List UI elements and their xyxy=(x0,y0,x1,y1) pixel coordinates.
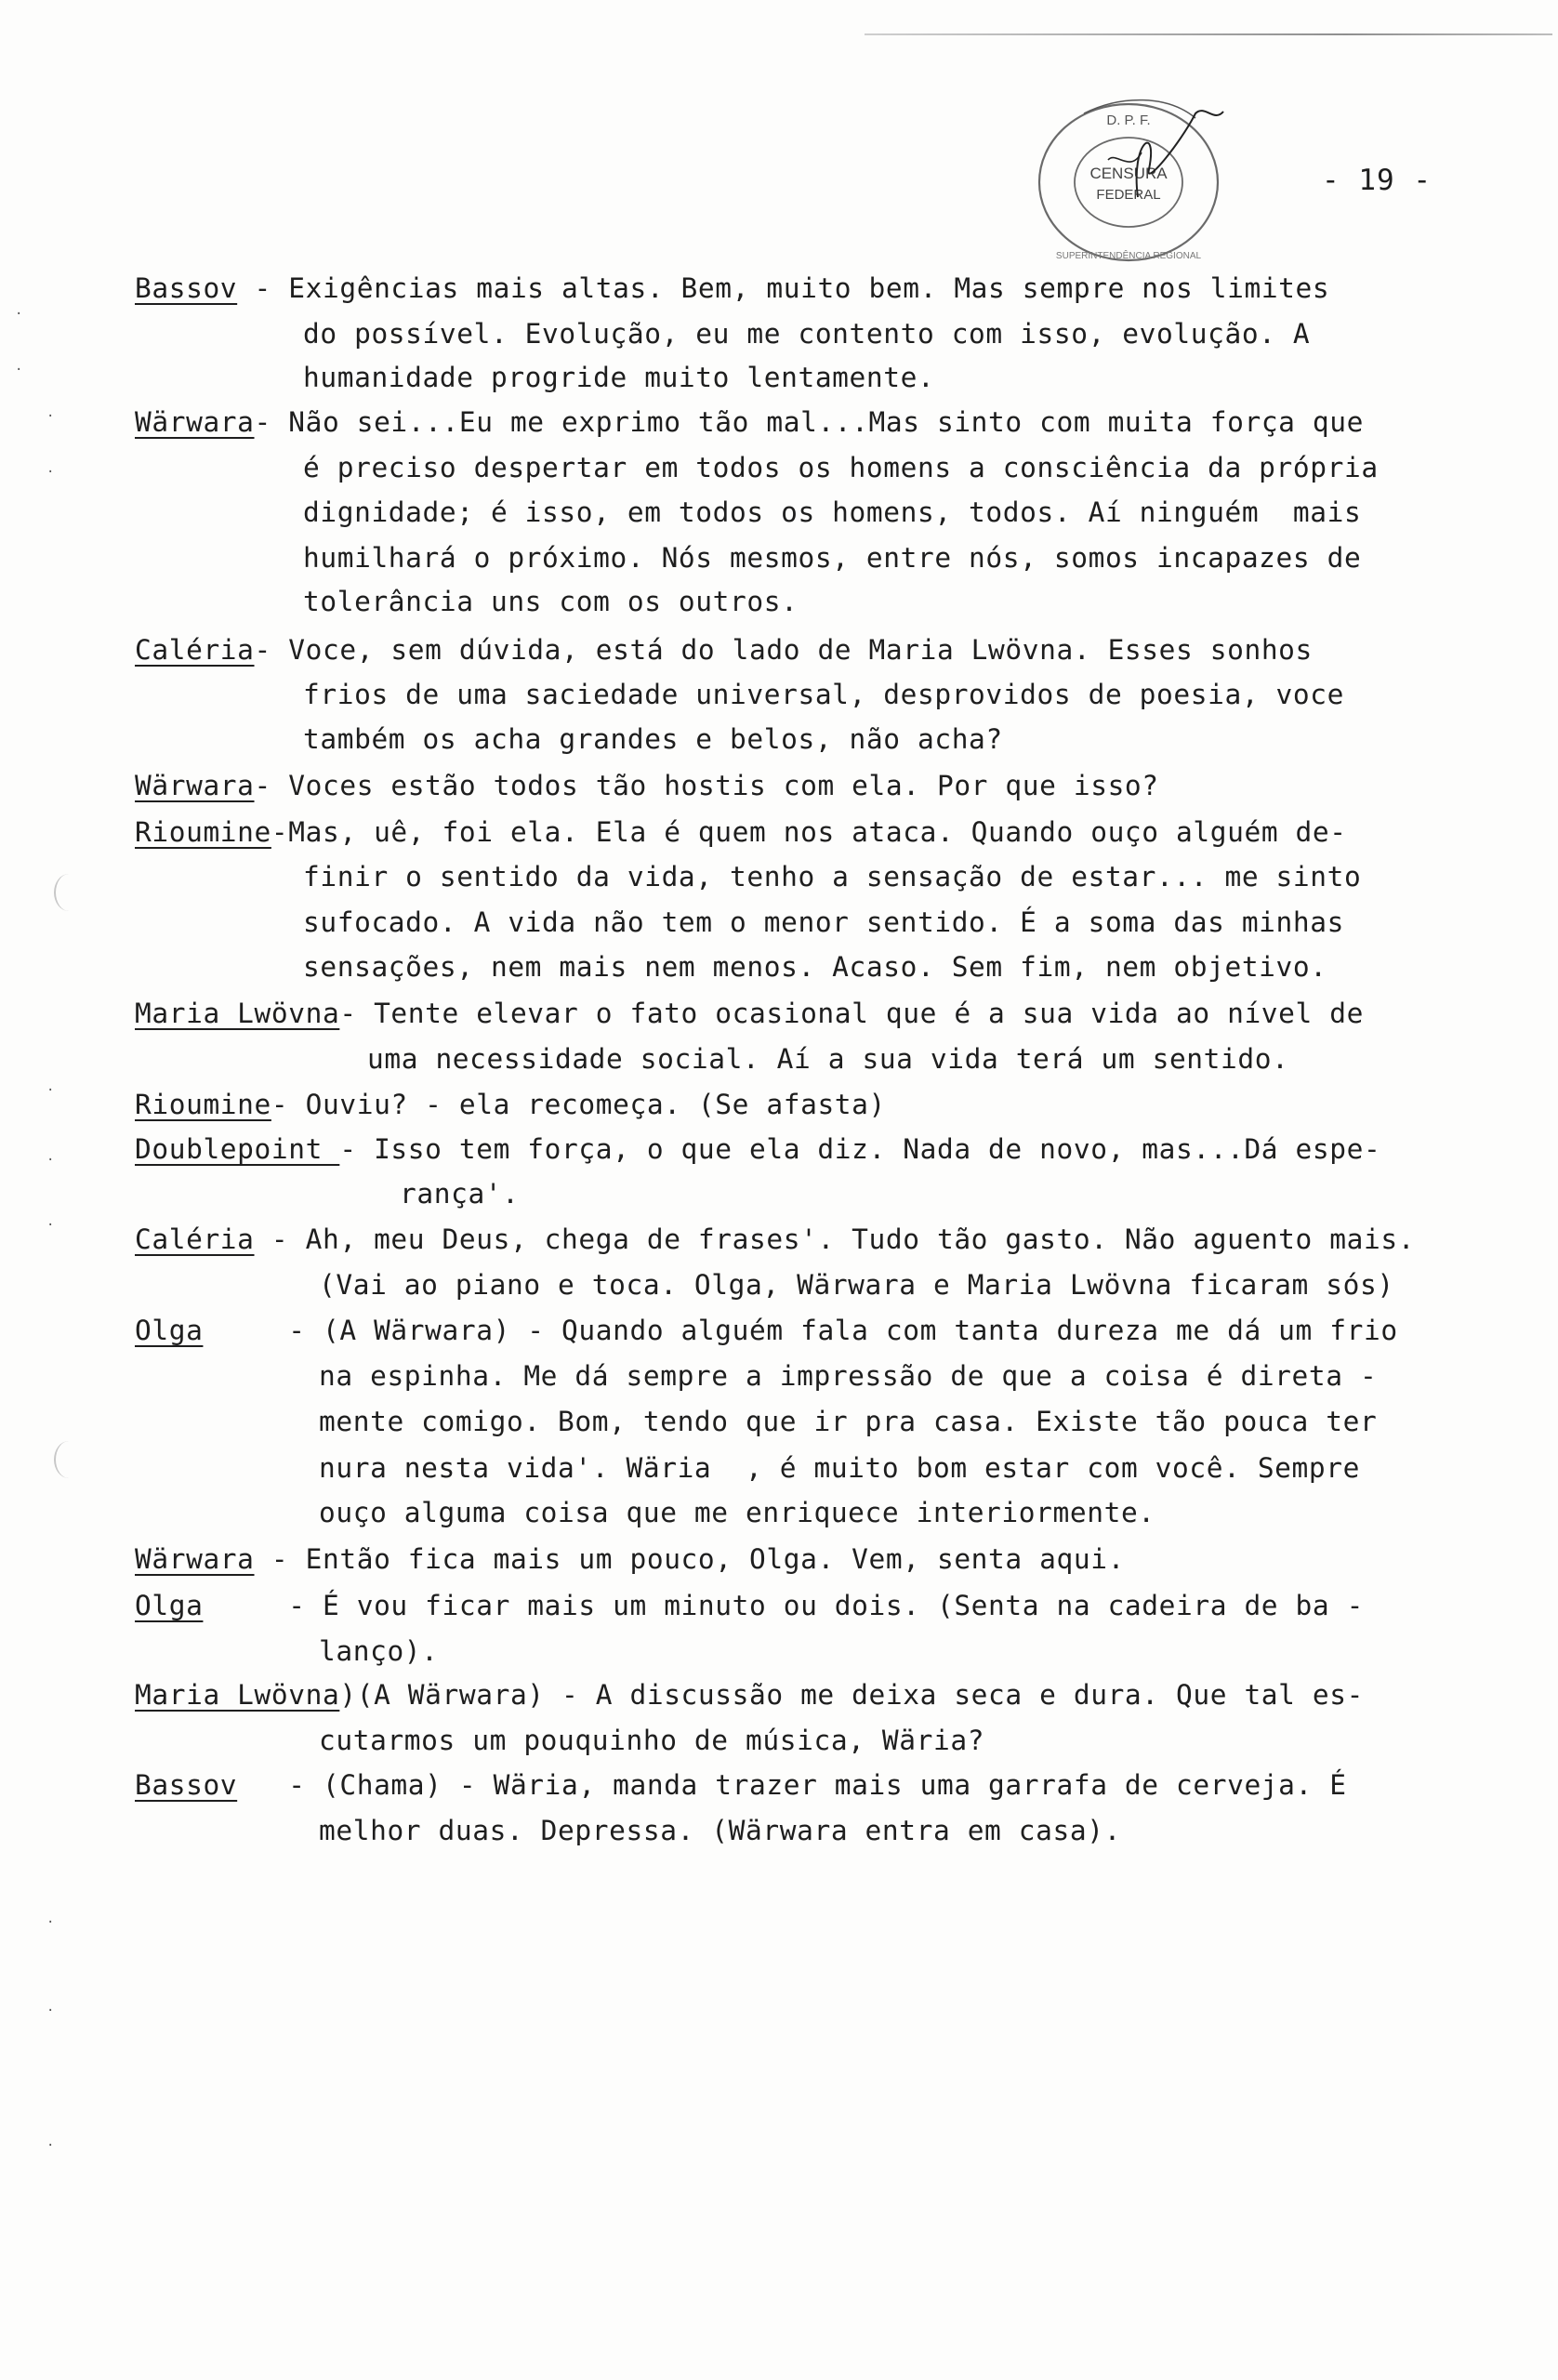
speech-text: do possível. Evolução, eu me contento com isso, evolução. A xyxy=(303,318,1311,350)
stamp-center-bottom: FEDERAL xyxy=(1096,187,1161,203)
speech-text: sufocado. A vida não tem o menor sentido. É a soma das minhas xyxy=(303,906,1344,938)
margin-speck: · xyxy=(46,1218,55,1233)
speaker-name: Wärwara xyxy=(135,1543,255,1575)
script-line xyxy=(135,813,1347,851)
page-number: - 19 - xyxy=(1322,164,1432,197)
speaker-separator: - xyxy=(203,1315,323,1346)
speech-text: Mas, uê, foi ela. Ela é quem nos ataca. Quando ouço alguém de- xyxy=(288,816,1347,848)
speech-text: Exigências mais altas. Bem, muito bem. Mas sempre nos limites xyxy=(288,272,1330,304)
speech-text: ouço alguma coisa que me enriquece interiormente. xyxy=(319,1497,1155,1528)
speaker-name: Caléria xyxy=(135,1223,255,1255)
script-line xyxy=(135,1086,886,1123)
speech-text: Ah, meu Deus, chega de frases'. Tudo tão gasto. Não aguento mais. xyxy=(305,1223,1416,1255)
script-line xyxy=(303,359,934,396)
script-line xyxy=(135,1221,1415,1258)
script-line xyxy=(135,995,1364,1032)
script-line xyxy=(303,721,1003,758)
speaker-separator: - xyxy=(339,998,375,1029)
margin-speck: · xyxy=(46,2138,55,2153)
speech-text: Voce, sem dúvida, está do lado de Maria Lwövna. Esses sonhos xyxy=(288,634,1313,666)
script-line xyxy=(303,449,1379,486)
speaker-separator: - xyxy=(254,770,289,801)
speech-text: É vou ficar mais um minuto ou dois. (Senta na cadeira de ba - xyxy=(322,1590,1364,1621)
speech-text: dignidade; é isso, em todos os homens, todos. Aí ninguém mais xyxy=(303,496,1362,528)
script-line xyxy=(367,1040,1288,1078)
script-line xyxy=(303,315,1310,352)
speech-text: Tente elevar o fato ocasional que é a sua vida ao nível de xyxy=(374,998,1364,1029)
speaker-name: Caléria xyxy=(135,634,255,666)
stamp-top-letters: D. P. F. xyxy=(1106,112,1151,128)
speech-text: humilhará o próximo. Nós mesmos, entre nós, somos incapazes de xyxy=(303,542,1362,574)
speech-text: uma necessidade social. Aí a sua vida terá um sentido. xyxy=(367,1043,1289,1075)
speech-text: Então fica mais um pouco, Olga. Vem, senta aqui. xyxy=(305,1543,1125,1575)
script-line xyxy=(319,1357,1377,1395)
speaker-name: Olga xyxy=(135,1590,204,1621)
script-line xyxy=(135,1312,1398,1349)
margin-speck: · xyxy=(46,1083,55,1098)
script-line xyxy=(135,1587,1364,1624)
speaker-separator: - xyxy=(271,816,289,848)
speaker-separator: - xyxy=(237,1769,323,1801)
script-line xyxy=(135,1676,1364,1713)
speaker-separator: - xyxy=(237,272,289,304)
margin-speck: · xyxy=(46,2003,55,2018)
margin-speck: · xyxy=(46,1153,55,1168)
speech-text: (A Wärwara) - Quando alguém fala com tanta dureza me dá um frio xyxy=(322,1315,1398,1346)
speaker-name: Wärwara xyxy=(135,406,255,438)
script-line xyxy=(303,539,1361,576)
script-line xyxy=(135,767,1159,804)
binding-hole-mark xyxy=(54,1441,84,1478)
speaker-name: Rioumine xyxy=(135,1089,271,1120)
script-line xyxy=(319,1403,1377,1440)
speaker-separator: - xyxy=(271,1089,306,1120)
speaker-name: Wärwara xyxy=(135,770,255,801)
script-line xyxy=(303,948,1327,985)
speaker-separator: - xyxy=(339,1133,375,1165)
script-line xyxy=(303,904,1344,941)
script-line xyxy=(135,1130,1380,1168)
speech-text: (Chama) - Wäria, manda trazer mais uma garrafa de cerveja. É xyxy=(322,1769,1347,1801)
speech-text: finir o sentido da vida, tenho a sensação de estar... me sinto xyxy=(303,861,1362,892)
speech-text: lanço). xyxy=(319,1635,439,1667)
margin-speck: · xyxy=(46,465,55,480)
script-line xyxy=(303,858,1361,895)
speaker-name: Bassov xyxy=(135,272,238,304)
speaker-name: Maria Lwövna xyxy=(135,998,340,1029)
speech-text: na espinha. Me dá sempre a impressão de que a coisa é direta - xyxy=(319,1360,1378,1392)
script-line xyxy=(303,583,798,620)
speaker-separator: ) xyxy=(339,1679,357,1711)
speech-text: Voces estão todos tão hostis com ela. Por que isso? xyxy=(288,770,1159,801)
script-line xyxy=(303,494,1361,531)
censorship-stamp xyxy=(1019,86,1242,268)
speech-text: frios de uma saciedade universal, desprovidos de poesia, voce xyxy=(303,679,1344,710)
speech-text: também os acha grandes e belos, não acha? xyxy=(303,723,1003,755)
speaker-separator: - xyxy=(203,1590,323,1621)
speech-text: Não sei...Eu me exprimo tão mal...Mas sinto com muita força que xyxy=(288,406,1364,438)
speech-text: (Vai ao piano e toca. Olga, Wärwara e Maria Lwövna ficaram sós) xyxy=(319,1269,1394,1301)
speech-text: nura nesta vida'. Wäria , é muito bom estar com você. Sempre xyxy=(319,1452,1360,1484)
binding-hole-mark xyxy=(54,874,84,911)
speaker-name: Rioumine xyxy=(135,816,271,848)
script-line xyxy=(135,270,1329,307)
script-line xyxy=(319,1722,984,1759)
speaker-name: Bassov xyxy=(135,1769,238,1801)
speaker-separator: - xyxy=(254,634,289,666)
stamp-center-top: CENSURA xyxy=(1089,165,1168,182)
speech-text: Ouviu? - ela recomeça. (Se afasta) xyxy=(305,1089,886,1120)
speech-text: sensações, nem mais nem menos. Acaso. Sem fim, nem objetivo. xyxy=(303,951,1327,983)
script-line xyxy=(319,1494,1155,1531)
speech-text: rança'. xyxy=(400,1178,520,1210)
speaker-name: Olga xyxy=(135,1315,204,1346)
margin-speck: · xyxy=(46,1915,55,1930)
script-line xyxy=(319,1633,439,1670)
speech-text: mente comigo. Bom, tendo que ir pra casa. Existe tão pouca ter xyxy=(319,1406,1378,1437)
script-line xyxy=(135,1540,1125,1578)
speaker-separator: - xyxy=(254,1223,306,1255)
margin-speck: · xyxy=(46,409,55,424)
speaker-separator: - xyxy=(254,1543,306,1575)
script-line xyxy=(319,1266,1394,1303)
speech-text: cutarmos um pouquinho de música, Wäria? xyxy=(319,1725,985,1756)
speech-text: tolerância uns com os outros. xyxy=(303,586,799,617)
script-line xyxy=(400,1175,520,1212)
speech-text: (A Wärwara) - A discussão me deixa seca e dura. Que tal es- xyxy=(356,1679,1364,1711)
speech-text: Isso tem força, o que ela diz. Nada de novo, mas...Dá espe- xyxy=(374,1133,1381,1165)
script-line xyxy=(319,1812,1121,1849)
margin-speck: · xyxy=(15,307,23,322)
script-line xyxy=(135,403,1364,441)
script-line xyxy=(319,1449,1360,1487)
script-line xyxy=(135,1766,1347,1804)
speech-text: humanidade progride muito lentamente. xyxy=(303,362,935,393)
script-line xyxy=(303,676,1344,713)
speech-text: melhor duas. Depressa. (Wärwara entra em casa). xyxy=(319,1815,1121,1846)
stamp-ring-text: SUPERINTENDÊNCIA REGIONAL xyxy=(1055,251,1202,261)
speaker-separator: - xyxy=(254,406,289,438)
speaker-name: Maria Lwövna xyxy=(135,1679,340,1711)
script-line xyxy=(135,631,1313,668)
margin-speck: · xyxy=(15,363,23,377)
speech-text: é preciso despertar em todos os homens a consciência da própria xyxy=(303,452,1379,483)
speaker-name: Doublepoint xyxy=(135,1133,340,1165)
scan-top-edge-line xyxy=(865,33,1552,35)
